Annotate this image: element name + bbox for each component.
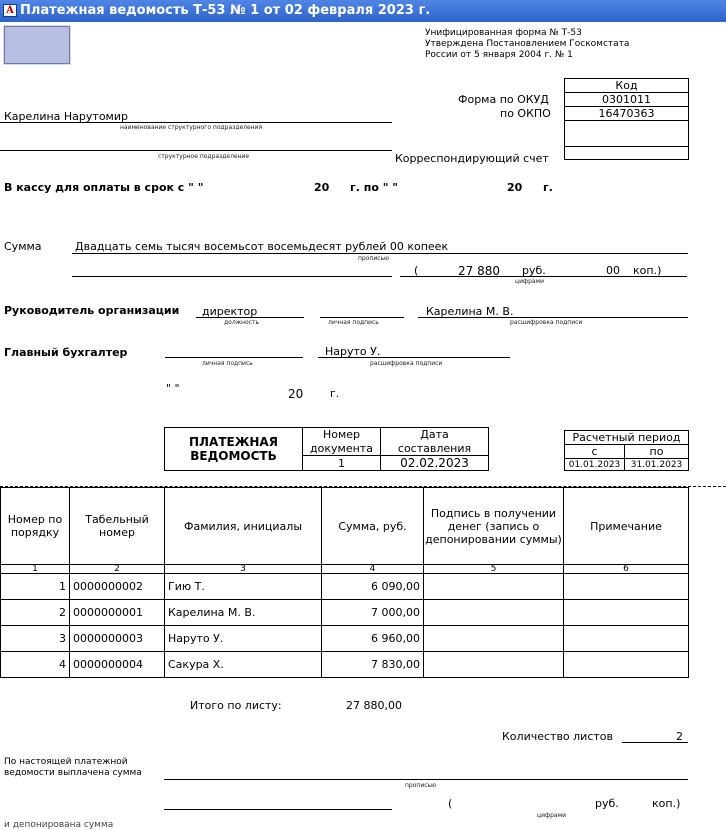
table-row[interactable] bbox=[1, 626, 689, 652]
row-number: 1 bbox=[1, 574, 70, 600]
subdivision-caption: структурное подразделение bbox=[158, 153, 250, 160]
cash-year-1: 20 bbox=[314, 181, 330, 194]
table-row[interactable] bbox=[1, 652, 689, 678]
empty-code-cell[interactable] bbox=[565, 121, 689, 147]
row-note[interactable] bbox=[564, 626, 689, 652]
paid-line-1: По настоящей платежной bbox=[4, 757, 128, 767]
sum-kop-label: коп.) bbox=[633, 264, 662, 277]
sum-digits-line bbox=[400, 276, 687, 277]
deposited-label: и депонирована сумма bbox=[4, 820, 114, 830]
okud-label: Форма по ОКУД bbox=[458, 93, 549, 106]
document-page bbox=[0, 22, 726, 830]
doc-number-value[interactable]: 1 bbox=[303, 456, 381, 471]
row-note[interactable] bbox=[564, 652, 689, 678]
row-name: Гию Т. bbox=[165, 574, 322, 600]
row-sum: 6 960,00 bbox=[322, 626, 424, 652]
row-name: Наруто У. bbox=[165, 626, 322, 652]
sheets-line bbox=[622, 742, 688, 743]
row-name: Карелина М. В. bbox=[165, 600, 322, 626]
row-number: 3 bbox=[1, 626, 70, 652]
head-label: Руководитель организации bbox=[4, 304, 180, 317]
sheets-label: Количество листов bbox=[502, 730, 613, 743]
sum-digits-caption: цифрами bbox=[515, 278, 545, 285]
period-from-label: с bbox=[565, 445, 625, 459]
total-label: Итого по листу: bbox=[190, 699, 282, 712]
head-name[interactable]: Карелина М. В. bbox=[426, 305, 514, 318]
doc-date-value[interactable]: 02.02.2023 bbox=[381, 456, 489, 471]
index-1: 1 bbox=[1, 565, 70, 574]
index-4: 4 bbox=[322, 565, 424, 574]
sum-open-paren: ( bbox=[414, 264, 419, 277]
header-signature: Подпись в получении денег (запись о депонировании суммы) bbox=[424, 488, 564, 565]
date-quotes: " " bbox=[166, 382, 180, 395]
doc-title-line2: ВЕДОМОСТЬ bbox=[190, 449, 277, 463]
cash-g: г. bbox=[543, 181, 553, 194]
org-caption: наименование структурного подразделения bbox=[120, 124, 263, 131]
subdivision-line bbox=[0, 150, 392, 151]
doc-date-label-2: составления bbox=[381, 442, 489, 456]
corr-account-value[interactable] bbox=[565, 147, 689, 160]
cash-mid: г. по " " bbox=[350, 181, 399, 194]
row-tab-number: 0000000003 bbox=[70, 626, 165, 652]
table-row[interactable] bbox=[1, 574, 689, 600]
code-header: Код bbox=[565, 79, 689, 93]
paid-extra-line bbox=[164, 809, 392, 810]
form-line-2: Утверждена Постановлением Госкомстата bbox=[425, 39, 630, 49]
paid-line-2: ведомости выплачена сумма bbox=[4, 768, 142, 778]
sum-rub-label: руб. bbox=[522, 264, 546, 277]
sum-label: Сумма bbox=[4, 240, 42, 253]
row-tab-number: 0000000001 bbox=[70, 600, 165, 626]
okpo-label: по ОКПО bbox=[500, 107, 551, 120]
codes-table bbox=[564, 78, 689, 160]
sum-words[interactable]: Двадцать семь тысяч восемьсот восемьдесят рублей 00 копеек bbox=[75, 240, 449, 253]
head-position-caption: должность bbox=[224, 319, 259, 326]
okpo-value[interactable]: 16470363 bbox=[565, 107, 689, 121]
header-number: Номер по порядку bbox=[1, 488, 70, 565]
sum-words-line bbox=[72, 253, 688, 254]
sheets-value[interactable]: 2 bbox=[676, 730, 683, 743]
header-sum: Сумма, руб. bbox=[322, 488, 424, 565]
paid-open-paren: ( bbox=[448, 797, 453, 810]
sum-words-caption: прописью bbox=[358, 255, 390, 262]
period-to-value[interactable]: 31.01.2023 bbox=[625, 459, 689, 471]
window-title: Платежная ведомость Т-53 № 1 от 02 февраля 2023 г. bbox=[20, 3, 431, 18]
row-signature[interactable] bbox=[424, 574, 564, 600]
row-signature[interactable] bbox=[424, 600, 564, 626]
row-sum: 7 000,00 bbox=[322, 600, 424, 626]
paid-digits-caption: цифрами bbox=[537, 812, 567, 819]
head-position[interactable]: директор bbox=[202, 305, 258, 318]
header-name: Фамилия, инициалы bbox=[165, 488, 322, 565]
doc-title bbox=[165, 428, 303, 471]
row-signature[interactable] bbox=[424, 626, 564, 652]
sum-extra-line bbox=[72, 276, 392, 277]
form-line-1: Унифицированная форма № Т-53 bbox=[425, 28, 582, 38]
row-number: 2 bbox=[1, 600, 70, 626]
doc-title-line1: ПЛАТЕЖНАЯ bbox=[189, 435, 278, 449]
document-app-icon[interactable]: A bbox=[3, 4, 17, 17]
row-signature[interactable] bbox=[424, 652, 564, 678]
cash-label: В кассу для оплаты в срок с " " bbox=[4, 181, 204, 194]
date-year: 20 bbox=[288, 387, 304, 401]
index-6: 6 bbox=[564, 565, 689, 574]
document-block bbox=[164, 427, 489, 471]
row-sum: 6 090,00 bbox=[322, 574, 424, 600]
accountant-signature-caption: личная подпись bbox=[202, 360, 253, 367]
row-note[interactable] bbox=[564, 574, 689, 600]
sum-kop-value[interactable]: 00 bbox=[606, 264, 620, 277]
org-line bbox=[0, 122, 392, 123]
index-3: 3 bbox=[165, 565, 322, 574]
row-name: Сакура Х. bbox=[165, 652, 322, 678]
period-label: Расчетный период bbox=[565, 431, 689, 445]
doc-date-label-1: Дата bbox=[381, 428, 489, 442]
head-name-line bbox=[418, 317, 688, 318]
accountant-name-caption: расшифровка подписи bbox=[370, 360, 443, 367]
total-value: 27 880,00 bbox=[346, 699, 402, 712]
row-note[interactable] bbox=[564, 600, 689, 626]
organization-name: Карелина Нарутомир bbox=[4, 110, 128, 123]
accountant-label: Главный бухгалтер bbox=[4, 346, 128, 359]
head-position-line bbox=[196, 317, 304, 318]
corr-account-label: Корреспондирующий счет bbox=[395, 152, 549, 165]
header-tab-number: Табельный номер bbox=[70, 488, 165, 565]
paid-rub-label: руб. bbox=[595, 797, 619, 810]
period-from-value[interactable]: 01.01.2023 bbox=[565, 459, 625, 471]
window-titlebar bbox=[0, 0, 726, 22]
head-signature-line bbox=[320, 317, 404, 318]
paid-words-caption: прописью bbox=[405, 782, 437, 789]
accountant-name-line bbox=[318, 357, 510, 358]
doc-number-label-1: Номер bbox=[303, 428, 381, 442]
paid-kop-label: коп.) bbox=[652, 797, 681, 810]
cash-year-2: 20 bbox=[507, 181, 523, 194]
row-tab-number: 0000000002 bbox=[70, 574, 165, 600]
row-tab-number: 0000000004 bbox=[70, 652, 165, 678]
period-block bbox=[564, 430, 689, 471]
payroll-table bbox=[0, 487, 689, 678]
index-2: 2 bbox=[70, 565, 165, 574]
row-sum: 7 830,00 bbox=[322, 652, 424, 678]
index-5: 5 bbox=[424, 565, 564, 574]
sum-rub-value[interactable]: 27 880 bbox=[458, 264, 500, 278]
row-number: 4 bbox=[1, 652, 70, 678]
head-signature-caption: личная подпись bbox=[328, 319, 379, 326]
paid-words-line bbox=[164, 779, 688, 780]
doc-number-label-2: документа bbox=[303, 442, 381, 456]
form-line-3: России от 5 января 2004 г. № 1 bbox=[425, 50, 573, 60]
date-g: г. bbox=[330, 387, 340, 400]
table-row[interactable] bbox=[1, 600, 689, 626]
period-to-label: по bbox=[625, 445, 689, 459]
header-note: Примечание bbox=[564, 488, 689, 565]
logo-placeholder bbox=[4, 26, 70, 64]
okud-value[interactable]: 0301011 bbox=[565, 93, 689, 107]
head-name-caption: расшифровка подписи bbox=[510, 319, 583, 326]
accountant-signature-line bbox=[165, 357, 303, 358]
accountant-name[interactable]: Наруто У. bbox=[325, 345, 381, 358]
